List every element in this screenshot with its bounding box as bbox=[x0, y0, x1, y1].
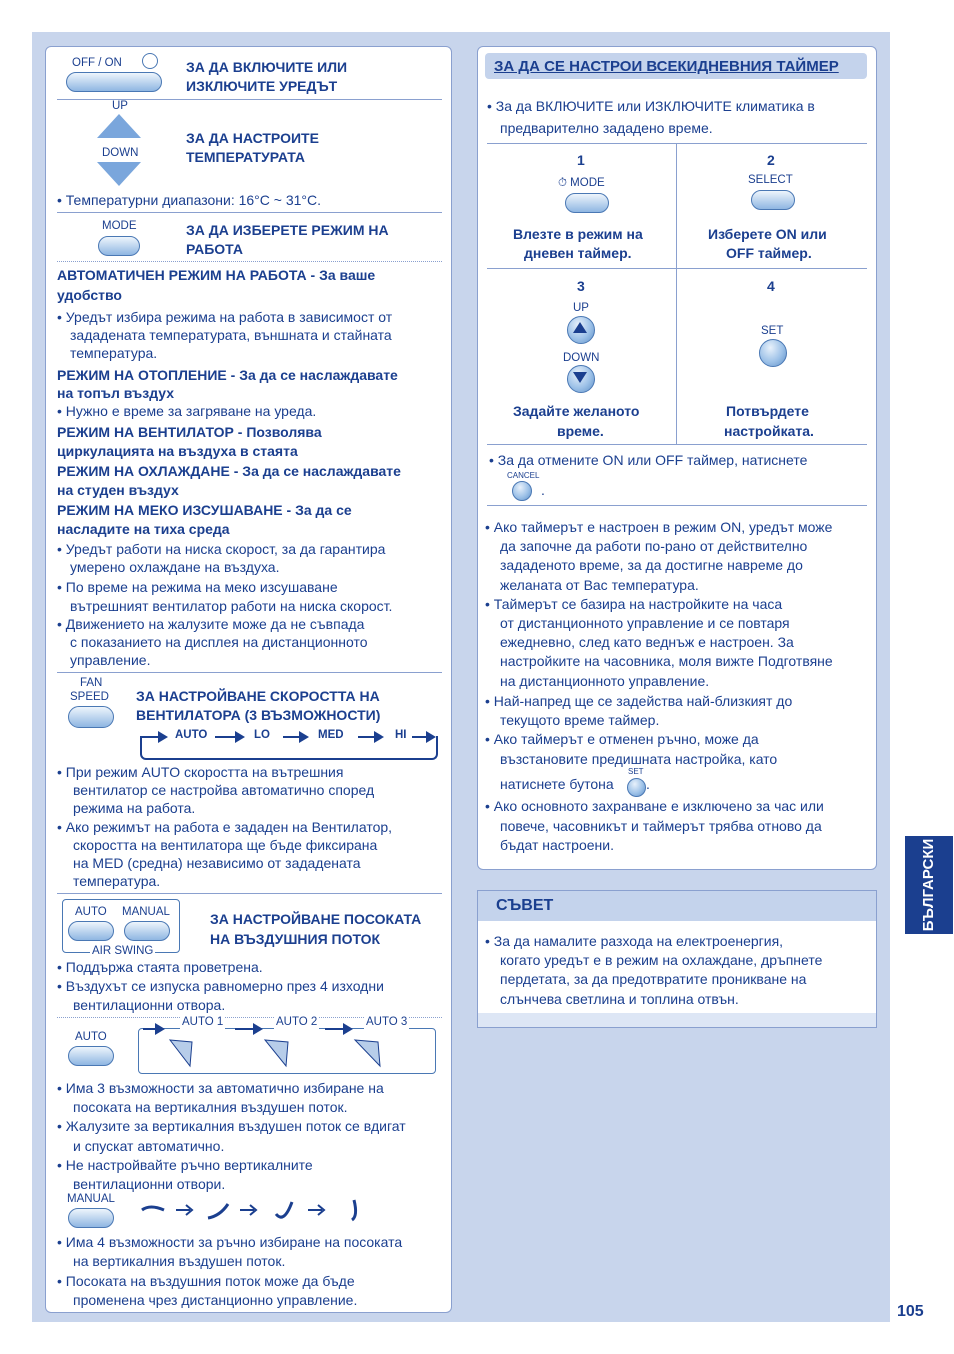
divider bbox=[487, 268, 867, 269]
fan-speed-label-2: SPEED bbox=[70, 691, 109, 703]
mode-button[interactable] bbox=[565, 193, 609, 213]
temp-range: • Температурни диапазони: 16°C ~ 31°C. bbox=[57, 192, 322, 208]
timer-note: на дистанционното управление. bbox=[500, 673, 710, 689]
set-button-inline[interactable] bbox=[627, 778, 646, 797]
timer-note: • Ако таймерът е настроен в режим ON, уредът може bbox=[485, 519, 833, 535]
auto-swing-text: посоката на вертикалния въздушен поток. bbox=[73, 1099, 348, 1115]
manual-swing-text: • Има 4 възможности за ръчно избиране на посоката bbox=[57, 1234, 403, 1250]
down-label: DOWN bbox=[563, 352, 600, 364]
page-number: 105 bbox=[897, 1303, 924, 1320]
swing-auto-button[interactable] bbox=[68, 921, 114, 941]
dry-mode-heading-1: РЕЖИМ НА МЕКО ИЗСУШАВАНЕ - За да се bbox=[57, 502, 352, 518]
offon-button[interactable] bbox=[66, 72, 162, 92]
manual-button-label: MANUAL bbox=[67, 1193, 115, 1205]
arrow-icon bbox=[215, 736, 241, 738]
swing-text: • Въздухът се изпуска равномерно през 4 изходни bbox=[57, 978, 384, 994]
timer-intro: • За да ВКЛЮЧИТЕ или ИЗКЛЮЧИТЕ климатика в bbox=[487, 98, 815, 114]
fan-speed-text: скоростта на вентилатора ще бъде фиксирана bbox=[73, 837, 378, 853]
auto-button-label: AUTO bbox=[75, 1031, 107, 1043]
fan-speed-text: на MED (средна) независимо от зададената bbox=[73, 855, 361, 871]
auto-swing-text: • Не настройвайте ръчно вертикалните bbox=[57, 1157, 313, 1173]
auto-swing-text: вентилационни отвори. bbox=[73, 1176, 226, 1192]
timer-note-end: . bbox=[646, 776, 650, 792]
auto-mode-heading-2: удобство bbox=[57, 287, 122, 303]
swing-text: вентилационни отвора. bbox=[73, 997, 226, 1013]
dry-mode-text: • Движението на жалузите може да не съвпада bbox=[57, 616, 365, 632]
cool-mode-heading-2: на студен въздух bbox=[57, 482, 179, 498]
auto1-label: AUTO 1 bbox=[182, 1016, 224, 1028]
step3-text: време. bbox=[557, 423, 604, 439]
auto-button[interactable] bbox=[68, 1046, 114, 1066]
timer-note: • Най-напред ще се задейства най-близкият до bbox=[485, 693, 793, 709]
swing-auto-label: AUTO bbox=[75, 906, 107, 918]
timer-note: • Ако таймерът е отменен ръчно, може да bbox=[485, 731, 759, 747]
timer-note: текущото време таймер. bbox=[500, 712, 660, 728]
fan-speed-title-2: ВЕНТИЛАТОРА (3 ВЪЗМОЖНОСТИ) bbox=[136, 707, 381, 723]
swing-title-2: НА ВЪЗДУШНИЯ ПОТОК bbox=[210, 931, 381, 947]
tip-text: пердетата, за да предотвратите проникване на bbox=[500, 971, 807, 987]
power-icon bbox=[142, 53, 158, 69]
set-button[interactable] bbox=[759, 339, 787, 367]
dry-mode-text: • По време на режима на меко изсушаване bbox=[57, 579, 338, 595]
speed-hi: HI bbox=[395, 729, 407, 741]
mode-label: MODE bbox=[102, 220, 137, 232]
manual-swing-text: • Посоката на въздушния поток може да бъде bbox=[57, 1273, 355, 1289]
timer-note: ежедневно, след като веднъж е настроен. За bbox=[500, 634, 794, 650]
auto-swing-text: • Има 3 възможности за автоматично избиране на bbox=[57, 1080, 384, 1096]
dry-mode-text: • Уредът работи на ниска скорост, за да гарантира bbox=[57, 541, 386, 557]
step1-text: дневен таймер. bbox=[524, 245, 632, 261]
dry-mode-text: с показанието на дисплея на дистанционното bbox=[70, 634, 368, 650]
cancel-text-end: . bbox=[541, 482, 545, 498]
set-label-inline: SET bbox=[628, 767, 644, 776]
divider bbox=[676, 143, 677, 444]
up-label: UP bbox=[573, 302, 589, 314]
timer-note: • Таймерът се базира на настройките на часа bbox=[485, 596, 783, 612]
timer-note: • Ако основното захранване е изключено за час или bbox=[485, 798, 824, 814]
timer-note: натиснете бутона bbox=[500, 776, 614, 792]
temp-title-2: ТЕМПЕРАТУРАТА bbox=[186, 149, 306, 165]
step2-number: 2 bbox=[767, 152, 775, 168]
step4-number: 4 bbox=[767, 278, 775, 294]
tip-text: • За да намалите разхода на електроенергия, bbox=[485, 933, 784, 949]
cancel-label: CANCEL bbox=[507, 471, 540, 480]
speed-lo: LO bbox=[254, 729, 270, 741]
auto3-label: AUTO 3 bbox=[366, 1016, 408, 1028]
arrow-icon bbox=[235, 1028, 259, 1030]
step3-text: Задайте желаното bbox=[513, 403, 640, 419]
cancel-text: • За да отмените ON или OFF таймер, натиснете bbox=[489, 452, 808, 468]
arrow-icon bbox=[325, 1028, 349, 1030]
timer-note: зададеното време, за да достигне навреме до bbox=[500, 557, 803, 573]
auto-mode-heading-1: АВТОМАТИЧЕН РЕЖИМ НА РАБОТА - За ваше bbox=[57, 267, 376, 283]
swing-manual-label: MANUAL bbox=[122, 906, 170, 918]
fan-speed-text: температура. bbox=[73, 873, 161, 889]
fan-mode-heading-1: РЕЖИМ НА ВЕНТИЛАТОР - Позволява bbox=[57, 424, 322, 440]
temp-title-1: ЗА ДА НАСТРОИТЕ bbox=[186, 130, 319, 146]
up-arrow-icon bbox=[573, 322, 587, 333]
manual-swing-text: на вертикалния въздушен поток. bbox=[73, 1253, 286, 1269]
offon-title-1: ЗА ДА ВКЛЮЧИТЕ ИЛИ bbox=[186, 59, 348, 75]
mode-title-1: ЗА ДА ИЗБЕРЕТЕ РЕЖИМ НА bbox=[186, 222, 389, 238]
language-tab bbox=[905, 836, 953, 934]
swing-text: • Поддържа стаята проветрена. bbox=[57, 959, 263, 975]
select-button[interactable] bbox=[751, 190, 795, 210]
timer-note: бъдат настроени. bbox=[500, 837, 614, 853]
step1-mode-label: ⏱ MODE bbox=[558, 177, 605, 189]
heat-mode-text: • Нужно е време за загряване на уреда. bbox=[57, 403, 317, 419]
up-button[interactable] bbox=[97, 114, 141, 138]
timer-title: ЗА ДА СЕ НАСТРОИ ВСЕКИДНЕВНИЯ ТАЙМЕР bbox=[494, 58, 839, 75]
divider bbox=[487, 444, 867, 445]
arrow-icon bbox=[412, 736, 432, 738]
manual-button[interactable] bbox=[68, 1208, 114, 1228]
heat-mode-heading-2: на топъл въздух bbox=[57, 385, 175, 401]
arrow-icon bbox=[143, 1028, 161, 1030]
dry-mode-text: умерено охлаждане на въздуха. bbox=[70, 559, 280, 575]
divider bbox=[487, 505, 867, 506]
divider bbox=[487, 143, 867, 144]
manual-swing-text: променена чрез дистанционно управление. bbox=[73, 1292, 358, 1308]
manual-positions-icons bbox=[136, 1196, 366, 1228]
down-arrow-icon bbox=[573, 372, 587, 383]
swing-manual-button[interactable] bbox=[124, 921, 170, 941]
auto2-label: AUTO 2 bbox=[276, 1016, 318, 1028]
speed-auto: AUTO bbox=[175, 729, 208, 741]
auto-swing-text: и спускат автоматично. bbox=[73, 1138, 225, 1154]
tip-text: слънчева светлина и топлина отвън. bbox=[500, 991, 739, 1007]
down-label: DOWN bbox=[102, 147, 139, 159]
fan-speed-text: вентилатор се настройва автоматично според bbox=[73, 782, 375, 798]
set-label: SET bbox=[761, 325, 784, 337]
dry-mode-text: управление. bbox=[70, 652, 151, 668]
divider bbox=[57, 212, 442, 213]
timer-note: да започне да работи по-рано от действително bbox=[500, 538, 808, 554]
auto-swing-text: • Жалузите за вертикалния въздушен поток се вдигат bbox=[57, 1118, 406, 1134]
timer-note: от дистанционното управление и се повтаря bbox=[500, 615, 790, 631]
fan-speed-text: • При режим AUTO скоростта на вътрешния bbox=[57, 764, 344, 780]
step2-text: Изберете ON или bbox=[708, 226, 827, 242]
timer-note: настройките на часовника, моля вижте Подготвяне bbox=[500, 653, 833, 669]
dry-mode-text: вътрешният вентилатор работи на ниска скорост. bbox=[70, 598, 393, 614]
speed-med: MED bbox=[318, 729, 344, 741]
tip-text: когато уредът е в режим на охлаждане, дръпнете bbox=[500, 952, 823, 968]
step4-text: Потвърдете bbox=[726, 403, 809, 419]
mode-title-2: РАБОТА bbox=[186, 241, 243, 257]
fan-speed-label-1: FAN bbox=[80, 677, 103, 689]
swing-title-1: ЗА НАСТРОЙВАНЕ ПОСОКАТА bbox=[210, 911, 422, 927]
up-label: UP bbox=[112, 100, 128, 112]
step4-text: настройката. bbox=[724, 423, 814, 439]
timer-intro: предварително зададено време. bbox=[500, 120, 713, 136]
dry-mode-heading-2: насладите на тиха среда bbox=[57, 521, 230, 537]
divider bbox=[57, 672, 442, 673]
divider bbox=[57, 261, 442, 262]
select-label: SELECT bbox=[748, 174, 793, 186]
offon-title-2: ИЗКЛЮЧИТЕ УРЕДЪТ bbox=[186, 78, 338, 94]
arrow-icon bbox=[142, 736, 164, 738]
language-label: БЪЛГАРСКИ bbox=[920, 838, 937, 932]
cool-mode-heading-1: РЕЖИМ НА ОХЛАЖДАНЕ - За да се наслаждавате bbox=[57, 463, 401, 479]
fan-speed-text: • Ако режимът на работа е зададен на Вентилатор, bbox=[57, 819, 393, 835]
step3-number: 3 bbox=[577, 278, 585, 294]
timer-note: желаната от Вас температура. bbox=[500, 577, 699, 593]
heat-mode-heading-1: РЕЖИМ НА ОТОПЛЕНИЕ - За да се наслаждавате bbox=[57, 367, 398, 383]
step2-text: OFF таймер. bbox=[726, 245, 812, 261]
swing-range-icons bbox=[140, 1030, 432, 1072]
offon-label: OFF / ON bbox=[72, 57, 122, 69]
fan-speed-title-1: ЗА НАСТРОЙВАНЕ СКОРОСТТА НА bbox=[136, 688, 380, 704]
fan-speed-text: режима на работа. bbox=[73, 800, 196, 816]
air-swing-label: AIR SWING bbox=[92, 945, 154, 957]
tip-title: СЪВЕТ bbox=[496, 897, 554, 914]
auto-mode-text: • Уредът избира режима на работа в зависимост от bbox=[57, 309, 393, 325]
cancel-button[interactable] bbox=[512, 481, 532, 501]
auto-mode-text: зададената температурата, външната и стайната bbox=[70, 327, 392, 343]
step1-number: 1 bbox=[577, 152, 585, 168]
arrow-icon bbox=[358, 736, 380, 738]
timer-note: възстановите предишната настройка, като bbox=[500, 751, 778, 767]
down-button[interactable] bbox=[97, 162, 141, 186]
timer-note: повече, часовникът и таймерът трябва отново да bbox=[500, 818, 822, 834]
arrow-icon bbox=[283, 736, 305, 738]
fan-speed-button[interactable] bbox=[68, 706, 114, 728]
step1-text: Влезте в режим на bbox=[513, 226, 643, 242]
divider bbox=[57, 893, 442, 894]
mode-button[interactable] bbox=[98, 236, 140, 256]
tip-header bbox=[478, 891, 876, 921]
fan-mode-heading-2: циркулацията на въздуха в стаята bbox=[57, 443, 298, 459]
auto-mode-text: температура. bbox=[70, 345, 158, 361]
